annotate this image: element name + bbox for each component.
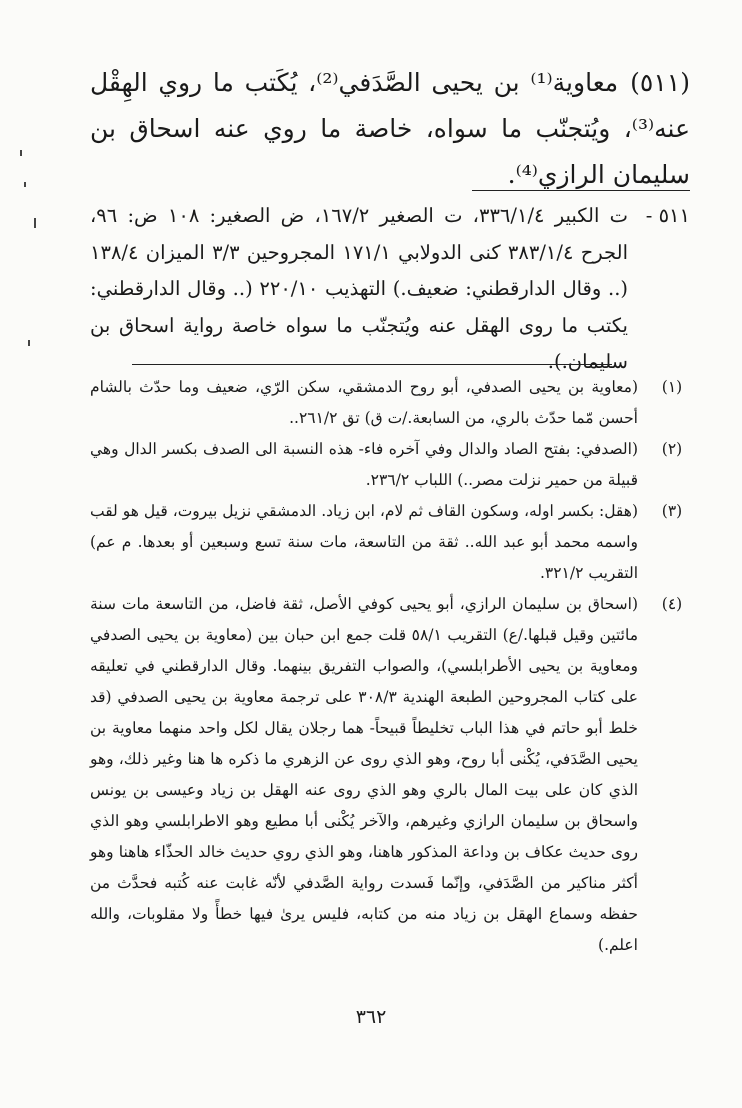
footnote-text: (هقل: بكسر اوله، وسكون القاف ثم لام، ابن زياد. الدمشقي نزيل بيروت، قيل هو لقب واسمه محمد أبو عبد الله.. ثقة من التاسعة، مات سنة تسع وسبعين أو بعدها. م عم) التقريب ٣٢١/٢. [90, 502, 638, 582]
margin-mark [20, 150, 22, 156]
main-entry [90, 60, 690, 198]
footnote-2 [90, 434, 690, 496]
footnote-text: (معاوية بن يحيى الصدفي، أبو روح الدمشقي، سكن الرّي، ضعيف وما حدّث بالشام أحسن مّما حدّث بالري، من السابعة./ت ق) تق ٢٦١/٢.. [90, 378, 638, 427]
sources-label: ٥١١ - [645, 204, 690, 227]
footnote-text: (اسحاق بن سليمان الرازي، أبو يحيى كوفي الأصل، ثقة فاضل، من التاسعة مات سنة مائتين وقيل قبلها./ع) التقريب ٥٨/١ قلت جمع ابن حبان بين (معاوية بن يحيى الصدفي ومعاوية بن يحيى الأطرابلسي)، والصواب التفريق بينهما. وقال الدارقطني في تعليقه على كتاب المجروحين الطبعة الهندية ٣٠٨/٣ على ترجمة معاوية بن يحيى الصدفي (قد خلط أبو حاتم في هذا الباب تخليطاً قبيحاً- هما رجلان يقال لكل واحد منهما معاوية بن يحيى الصَّدَفي، يُكْنى أبا روح، وهو الذي روى عن الزهري ما ذكره ها هنا وغير ذلك، وهو الذي كان على بيت المال بالري وهو الذي روى عنه الهقل بن زياد وعيسى بن يونس واسحاق بن سليمان الرازي وغيرهم، والآخر يُكْنى أبا مطيع وهو الاطرابلسي وهو الذي روى حديث عكاف بن وداعة المذكور هاهنا، وهو الذي روي حديث خالد الحذّاء هاهنا وهو أكثر مناكير من الصَّدَفي، وإنّما فَسدت رواية الصَّدفي لأنّه غابت عنه كُتبه فحدَّث من حفظه وسماع الهقل بن زياد منه من كتابه، فليس يرىٰ فيها خطأً ولا مقلوبات، والله اعلم.) [90, 595, 638, 954]
sources-text: ت الكبير ٣٣٦/١/٤، ت الصغير ١٦٧/٢، ض الصغير: ١٠٨ ض: ٩٦، الجرح ٣٨٣/١/٤ كنى الدولابي ١٧١/١ المجروحين ٣/٣ الميزان ١٣٨/٤ (.. وقال الدارقطني: ضعيف.) التهذيب ٢٢٠/١٠ (.. وقال الدارقطني: يكتب ما روى الهقل عنه ويُتجنّب ما سواه خاصة رواية اسحاق بن سليمان.). [90, 204, 628, 373]
sources-block [90, 198, 690, 381]
entry-divider [472, 190, 690, 191]
footnote-number: (٢) [661, 440, 683, 458]
footnotes [90, 372, 690, 961]
entry-text: معاوية⁽¹⁾ بن يحيى الصَّدَفي⁽²⁾، يُكَتب ما روي الهِقْل عنه⁽³⁾، ويُتجنّب ما سواه، خاصة ما روي عنه اسحاق بن سليمان الرازي⁽⁴⁾. [90, 68, 690, 189]
entry-number: (٥١١) [630, 68, 690, 97]
footnote-3 [90, 496, 690, 589]
footnote-4 [90, 589, 690, 961]
page-number: ٣٦٢ [355, 1006, 387, 1028]
footnote-1 [90, 372, 690, 434]
margin-mark [34, 218, 36, 228]
footnotes-divider [132, 364, 612, 365]
footnote-number: (٣) [661, 502, 683, 520]
footnote-number: (١) [661, 378, 683, 396]
footnote-text: (الصدفي: بفتح الصاد والدال وفي آخره فاء- هذه النسبة الى الصدف بكسر الدال وهي قبيلة من حمير نزلت مصر..) اللباب ٢٣٦/٢. [90, 440, 638, 489]
footnote-number: (٤) [661, 595, 683, 613]
margin-mark [24, 182, 26, 187]
margin-mark [28, 340, 30, 346]
